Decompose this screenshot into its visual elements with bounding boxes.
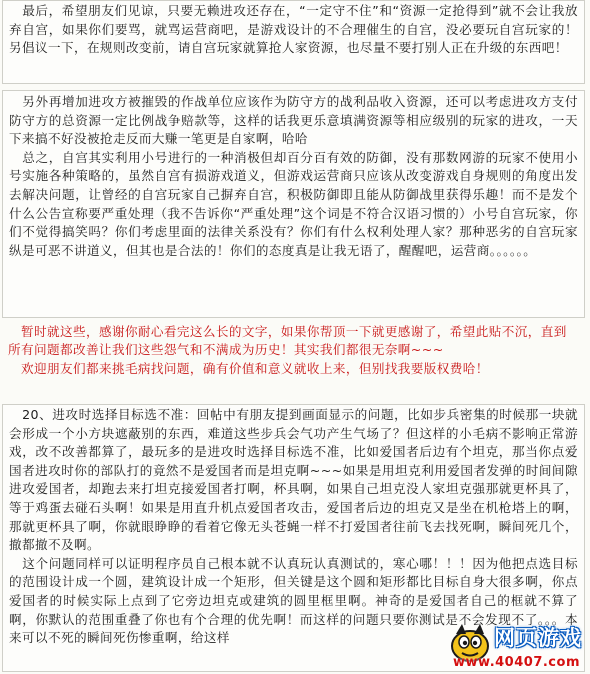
summary-paragraph: 总之，自宫其实利用小号进行的一种消极但却百分百有效的防御，没有那数网游的玩家不使用小号实施各种策略的，虽然自宫有损游戏道义，但游戏运营商只应该从改变游戏自身规则的角度出发去解决问题，让曾经的自宫玩家自己摒弃自宫，积极防御即且能从防御战里获得乐趣！而不是发个什么公告宣称要严重处理（我不告诉你“严重处理”这个词是不符合汉语习惯的）小号自宫玩家，你们不觉得搞笑吗？你们考虑里面的法律关系没有？你们有什么权利处理人家？那种恶劣的自宫玩家纵是可恶不讲道义，但其也是合法的！你们的态度真是让我无语了，醒醒吧，运营商。。。。。。 xyxy=(9,149,578,258)
closing-note-block xyxy=(2,318,585,402)
paragraph-block-suggestions xyxy=(2,90,585,318)
logo-title: 网页游戏 xyxy=(494,626,582,650)
issue-20-paragraph: 20、进攻时选择目标选不准：回帖中有朋友提到画面显示的问题，比如步兵密集的时候那一块就会形成一个小方块遮蔽别的东西，难道这些步兵会气功产生气场了？但这样的小毛病不影响正常游戏，改不改善都算了，最玩多的是进攻时选择目标选不准，比如爱国者后边有个坦克，那当你点爱国者进攻时你的部队打的竟然不是爱国者而是坦克啊~~~如果是用坦克利用爱国者发弹的时间间隙进攻爱国者，却跑去来打坦克接爱国者打啊，杯具啊，如果自己坦克没人家坦克强那就更杯具了，等于鸡蛋去碰石头啊！如果是用直升机点爱国者攻击，爱国者后边的坦克又是坐在机枪塔上的啊，那就更杯具了啊，你就眼睁睁的看着它像无头苍蝇一样不打爱国者往前飞去找死啊，瞬间死几个，撤都撤不及啊。 xyxy=(9,407,578,553)
logo-url: www.40407.com xyxy=(453,655,580,670)
site-watermark-logo xyxy=(440,616,590,674)
issue-20-analysis-paragraph: 这个问题同样可以证明程序员自己根本就不认真玩认真测试的，寒心哪！！！因为他把点选目标的范围设计成一个圆，建筑设计成一个矩形，但关键是这个圆和矩形都比目标自身大很多啊，你点爱国者的时候实际上点到了它旁边坦克或建筑的圆里框里啊。神奇的是爱国者自己的框就不算了啊，你默认的范围重叠了你也有个合理的优先啊！而这样的问题只要你测试是不会发现不了。。。本来可以不死的瞬间死伤惨重啊，给这样 xyxy=(9,555,578,646)
conclusion-text: 最后，希望朋友们见谅，只要无赖进攻还存在，“一定守不住”和“资源一定抢得到”就不会让我放弃自宫，如果你们要骂，就骂运营商吧，是游戏设计的不合理催生的自宫，没必要玩自宫玩家的！另倡议一下，在规则改变前，请自宫玩家就算抢人家资源，也尽量不要打别人正在升级的东西吧！ xyxy=(9,3,578,56)
suggestion-paragraph: 另外再增加进攻方被摧毁的作战单位应该作为防守方的战利品收入资源，还可以考虑进攻方支付防守方的总资源一定比例战争赔款等，这样的话我更乐意填满资源等相应级别的玩家的进攻，一天下来搞不好没被抢走反而大赚一笔更是自家啊，哈哈 xyxy=(9,94,578,147)
closing-note-text: 暂时就这些，感谢你耐心看完这么长的文字，如果你帮顶一下就更感谢了，希望此贴不沉，直到所有问题都改善让我们这些怨气和不满成为历史！其实我们都很无奈啊~~~ 欢迎朋友们都来挑毛病找问题，确有价值和意义就收上来，但别找我要版权费哈！ xyxy=(8,324,567,376)
paragraph-block-conclusion xyxy=(2,0,585,84)
